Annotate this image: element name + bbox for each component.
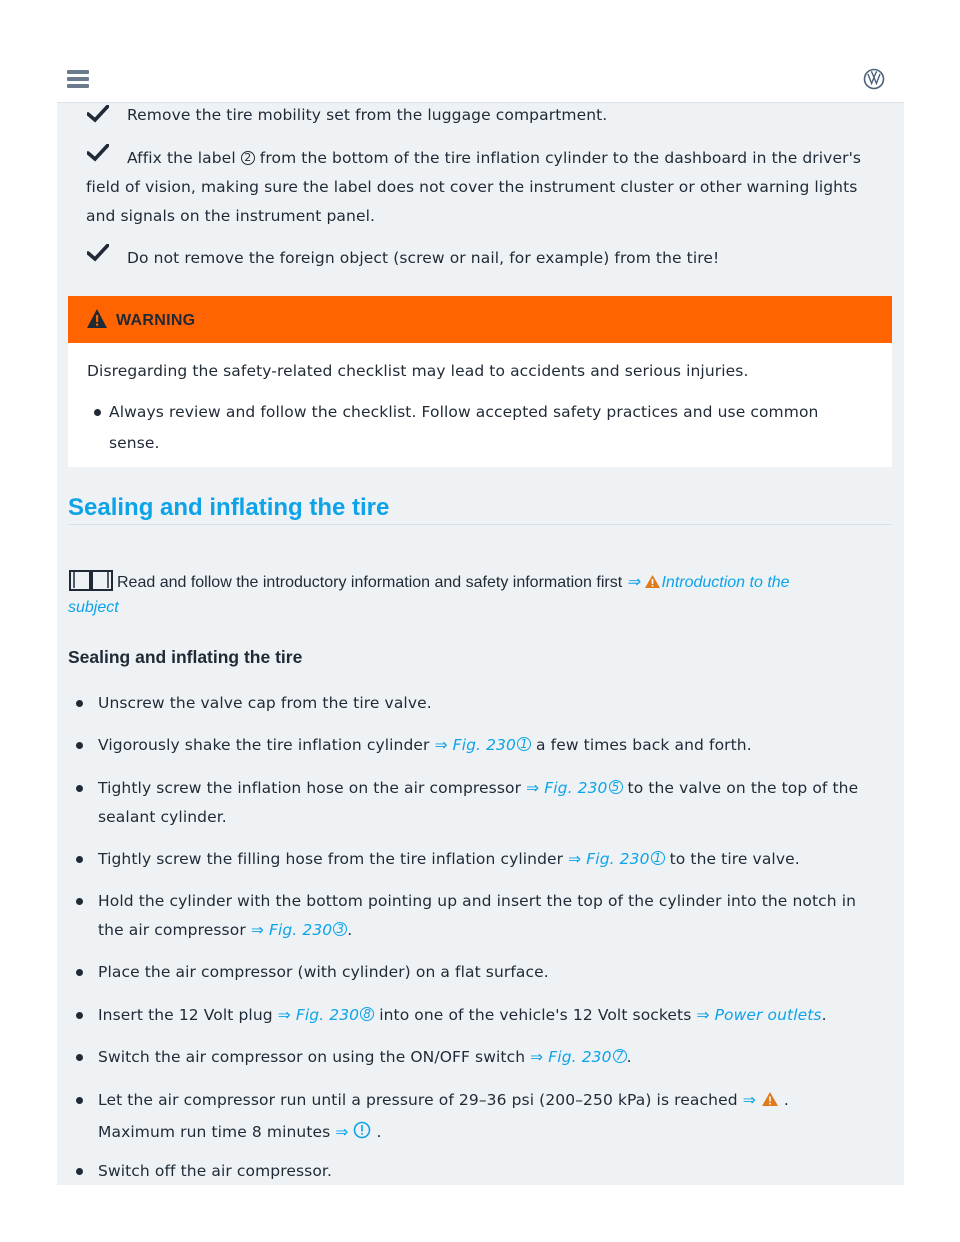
check-icon xyxy=(87,105,109,123)
bullet xyxy=(76,742,83,749)
bullet xyxy=(76,1097,83,1104)
intro-link-continued xyxy=(68,599,119,617)
bullet xyxy=(76,1012,83,1019)
subsection-title: Sealing and inflating the tire xyxy=(68,647,303,667)
step-item: Tightly screw the inflation hose on the air compressor ⇒ Fig. 230 5 to the valve on the top of the xyxy=(98,779,859,797)
intro-link-arrow[interactable]: ⇒ xyxy=(626,574,641,591)
info-icon[interactable] xyxy=(353,1121,371,1139)
figure-link[interactable]: ⇒ Fig. 230 8 xyxy=(278,1006,374,1024)
step-item: Hold the cylinder with the bottom pointing up and insert the top of the cylinder into the notch in xyxy=(98,892,857,910)
step-item: Place the air compressor (with cylinder) on a flat surface. xyxy=(98,963,549,981)
step-item: Switch off the air compressor. xyxy=(98,1162,332,1180)
checklist-item: Do not remove the foreign object (screw or nail, for example) from the tire! xyxy=(127,249,720,267)
warning-link-arrow[interactable]: ⇒ xyxy=(742,1091,756,1109)
check-icon xyxy=(87,244,109,262)
notice-link-arrow[interactable]: ⇒ xyxy=(335,1123,349,1141)
book-icon xyxy=(68,568,114,592)
figure-link[interactable]: ⇒ Fig. 230 1 xyxy=(435,736,531,754)
checklist-item-continued: field of vision, making sure the label does not cover the instrument cluster or other warning lights xyxy=(86,178,858,196)
bullet xyxy=(76,898,83,905)
vw-logo-icon[interactable] xyxy=(863,68,885,90)
checklist-item-continued: and signals on the instrument panel. xyxy=(86,207,376,225)
menu-icon[interactable] xyxy=(67,70,89,88)
intro-line: Read and follow the introductory information and safety information first ⇒ Introduction to the xyxy=(117,574,790,591)
warning-triangle-icon xyxy=(86,308,108,329)
step-item: Unscrew the valve cap from the tire valve. xyxy=(98,694,432,712)
step-item-continued: sealant cylinder. xyxy=(98,808,227,826)
step-item-continued: the air compressor ⇒ Fig. 230 3 . xyxy=(98,921,353,939)
warning-title: WARNING xyxy=(116,312,196,329)
checklist-item: Affix the label 2 from the bottom of the tire inflation cylinder to the dashboard in the driver's xyxy=(127,149,862,167)
figure-link[interactable]: ⇒ Fig. 230 3 xyxy=(251,921,347,939)
warning-triangle-icon xyxy=(644,574,661,589)
warning-bullet: Always review and follow the checklist. Follow accepted safety practices and use common xyxy=(109,403,819,421)
figure-link[interactable]: ⇒ Fig. 230 5 xyxy=(526,779,622,797)
step-item-continued: Maximum run time 8 minutes ⇒ . xyxy=(98,1123,382,1141)
bullet xyxy=(94,409,101,416)
warning-text: Disregarding the safety-related checklist may lead to accidents and serious injuries. xyxy=(87,362,749,380)
intro-link[interactable]: subject xyxy=(68,599,119,616)
step-item: Tightly screw the filling hose from the tire inflation cylinder ⇒ Fig. 230 1 to the tire valve. xyxy=(98,850,800,868)
bullet xyxy=(76,1168,83,1175)
callout-number: 2 xyxy=(241,151,255,165)
intro-link[interactable]: Introduction to the xyxy=(661,574,790,591)
figure-link[interactable]: ⇒ Fig. 230 7 xyxy=(530,1048,626,1066)
bullet xyxy=(76,1054,83,1061)
manual-page xyxy=(57,0,904,1185)
bullet xyxy=(76,969,83,976)
power-outlets-link[interactable]: ⇒ Power outlets xyxy=(696,1006,822,1024)
checklist-item: Remove the tire mobility set from the luggage compartment. xyxy=(127,106,608,124)
warning-triangle-icon[interactable] xyxy=(761,1091,779,1107)
section-title: Sealing and inflating the tire xyxy=(68,494,390,521)
step-item: Vigorously shake the tire inflation cylinder ⇒ Fig. 230 1 a few times back and forth. xyxy=(98,736,752,754)
bullet xyxy=(76,785,83,792)
step-item: Let the air compressor run until a pressure of 29–36 psi (200–250 kPa) is reached ⇒ . xyxy=(98,1091,789,1109)
top-bar xyxy=(57,0,904,103)
warning-bullet-continued: sense. xyxy=(109,434,160,452)
step-item: Switch the air compressor on using the ON/OFF switch ⇒ Fig. 230 7 . xyxy=(98,1048,632,1066)
bullet xyxy=(76,700,83,707)
divider xyxy=(68,524,892,525)
step-item: Insert the 12 Volt plug ⇒ Fig. 230 8 into one of the vehicle's 12 Volt sockets ⇒ Power outlets. xyxy=(98,1006,827,1024)
bullet xyxy=(76,856,83,863)
check-icon xyxy=(87,144,109,162)
figure-link[interactable]: ⇒ Fig. 230 1 xyxy=(568,850,664,868)
